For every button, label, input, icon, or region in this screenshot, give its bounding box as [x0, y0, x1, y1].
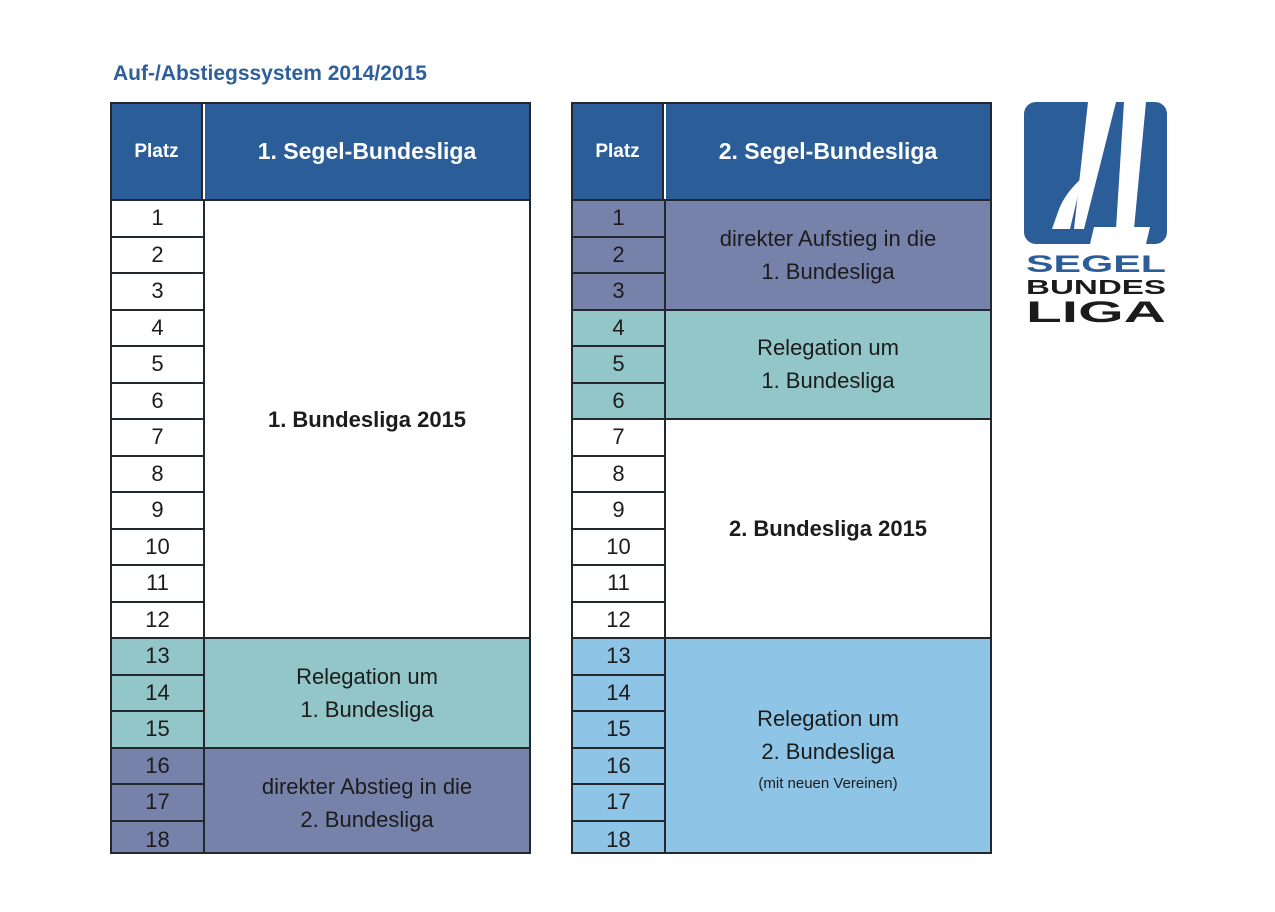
place-number: 14 — [573, 676, 664, 713]
place-number: 4 — [112, 311, 203, 348]
place-number: 17 — [573, 785, 664, 822]
place-number: 7 — [112, 420, 203, 457]
zone-label-line: 1. Bundesliga — [761, 258, 895, 284]
place-number: 11 — [112, 566, 203, 603]
place-number: 1 — [573, 201, 664, 238]
place-number: 16 — [112, 749, 203, 786]
place-number: 6 — [573, 384, 664, 421]
place-number: 12 — [112, 603, 203, 640]
zone-label-line: 1. Bundesliga — [300, 696, 434, 722]
zone-cell — [205, 749, 529, 855]
zone-cell — [666, 201, 990, 311]
place-number: 5 — [112, 347, 203, 384]
place-number: 14 — [112, 676, 203, 713]
league-header: 2. Segel-Bundesliga — [666, 104, 990, 199]
place-number: 18 — [573, 822, 664, 855]
zone-label-line: Relegation um — [296, 663, 438, 689]
sail-logo-icon — [1024, 102, 1167, 244]
logo-text-segel: SEGEL — [1026, 251, 1166, 278]
platz-header: Platz — [112, 104, 203, 199]
place-number: 2 — [112, 238, 203, 275]
place-number: 9 — [112, 493, 203, 530]
place-number: 10 — [112, 530, 203, 567]
place-number: 10 — [573, 530, 664, 567]
place-number: 5 — [573, 347, 664, 384]
place-number: 17 — [112, 785, 203, 822]
zone-label-line: 1. Bundesliga 2015 — [267, 406, 467, 432]
segel-bundesliga-logo — [1024, 102, 1169, 324]
zone-cell — [666, 639, 990, 854]
zone-label-line: 2. Bundesliga — [761, 738, 895, 764]
second-league-table — [571, 102, 992, 854]
place-number: 15 — [573, 712, 664, 749]
platz-header: Platz — [573, 104, 664, 199]
zone-label-line: 2. Bundesliga 2015 — [728, 516, 928, 541]
place-number: 7 — [573, 420, 664, 457]
logo-text-liga: LIGA — [1026, 296, 1166, 324]
place-number: 1 — [112, 201, 203, 238]
place-number: 8 — [573, 457, 664, 494]
zone-label-line: direkter Aufstieg in die — [719, 225, 937, 251]
zone-note: (mit neuen Vereinen) — [758, 774, 898, 792]
place-number: 16 — [573, 749, 664, 786]
place-number: 13 — [573, 639, 664, 676]
place-number: 11 — [573, 566, 664, 603]
zone-label-line: 1. Bundesliga — [761, 368, 895, 394]
zone-cell — [205, 639, 529, 749]
place-number: 8 — [112, 457, 203, 494]
place-number: 13 — [112, 639, 203, 676]
zone-cell — [666, 420, 990, 639]
league-header: 1. Segel-Bundesliga — [205, 104, 529, 199]
zone-cell — [666, 311, 990, 421]
zone-label-line: Relegation um — [757, 705, 899, 731]
place-number: 2 — [573, 238, 664, 275]
place-number: 3 — [112, 274, 203, 311]
place-number: 6 — [112, 384, 203, 421]
zone-label-line: 2. Bundesliga — [300, 807, 434, 833]
first-league-table — [110, 102, 531, 854]
page-title: Auf-/Abstiegssystem 2014/2015 — [113, 62, 427, 85]
zone-label-line: Relegation um — [757, 335, 899, 361]
place-number: 9 — [573, 493, 664, 530]
zone-cell — [205, 201, 529, 639]
place-number: 18 — [112, 822, 203, 855]
logo-text-bundes: BUNDES — [1026, 277, 1166, 299]
place-number: 15 — [112, 712, 203, 749]
zone-label-line: direkter Abstieg in die — [261, 774, 473, 800]
place-number: 4 — [573, 311, 664, 348]
place-number: 12 — [573, 603, 664, 640]
place-number: 3 — [573, 274, 664, 311]
